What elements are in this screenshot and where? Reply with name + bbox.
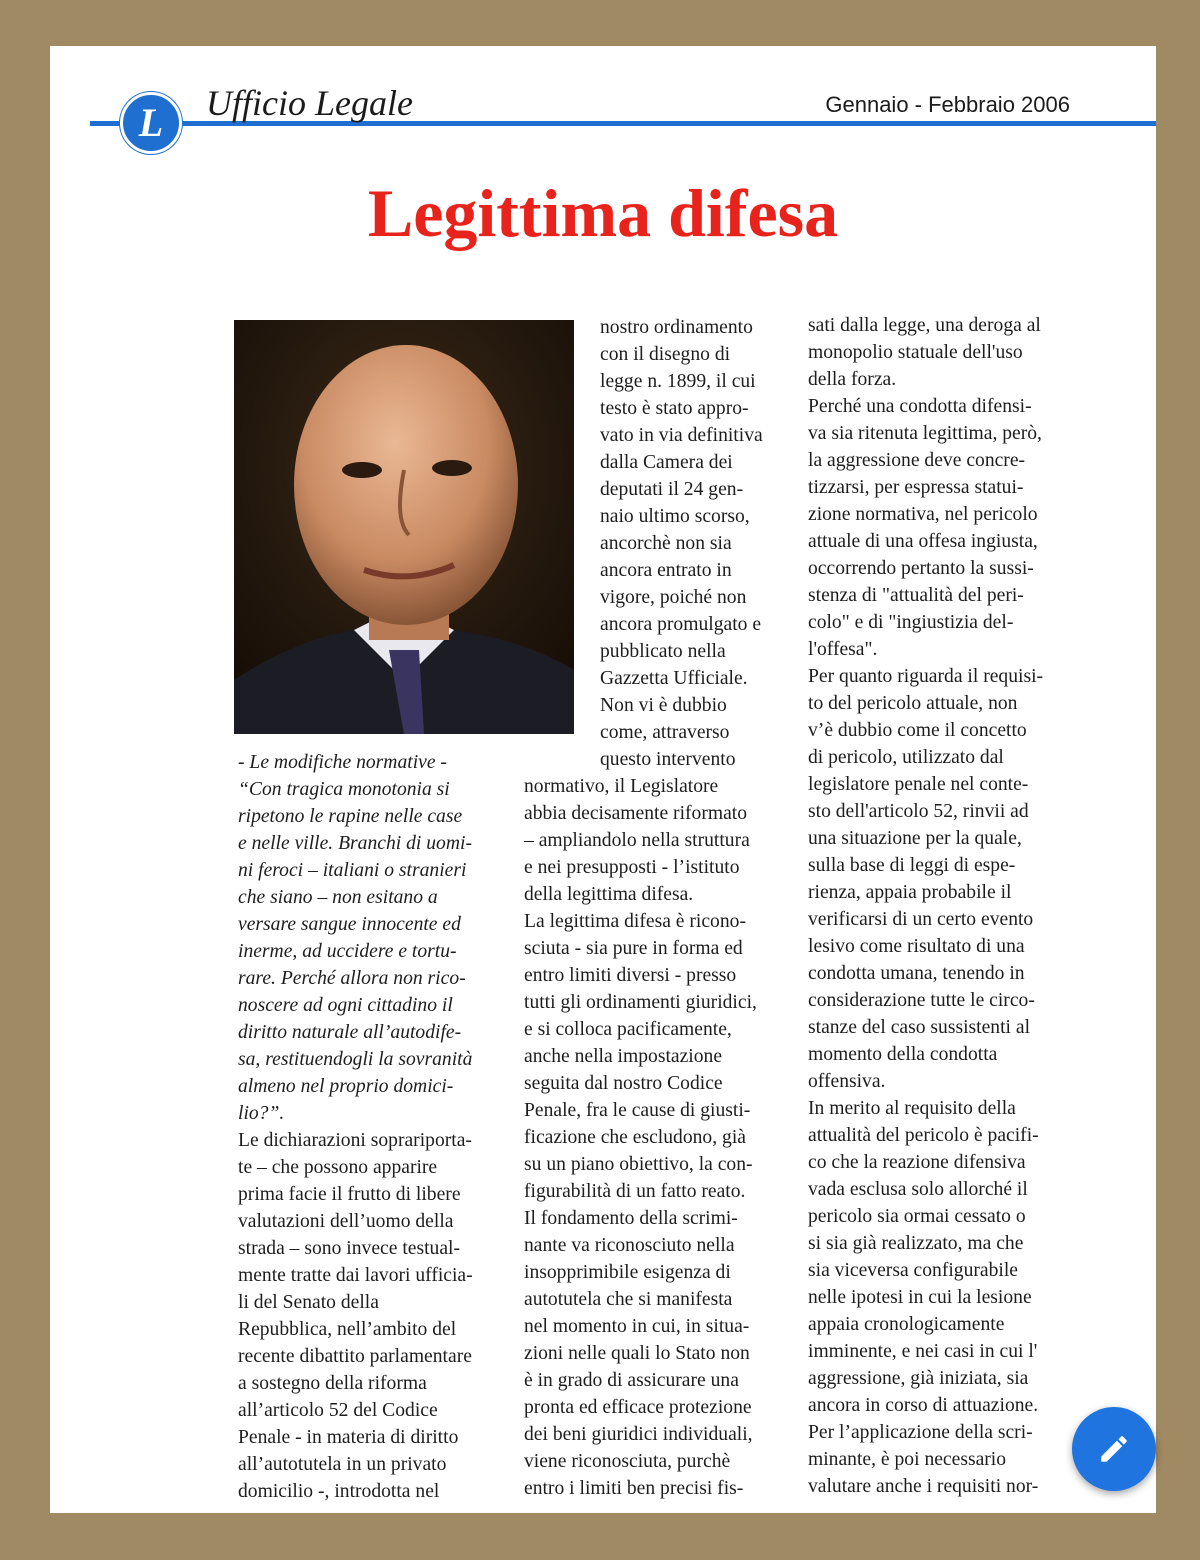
text-line: mente tratte dai lavori ufficia- <box>238 1265 473 1286</box>
text-line: rienza, appaia probabile il <box>808 882 1012 903</box>
article-column-3 <box>808 312 1043 1500</box>
text-line: Le dichiarazioni soprariporta- <box>238 1130 472 1151</box>
text-line: diritto naturale all’autodife- <box>238 1022 462 1043</box>
text-line: autotutela che si manifesta <box>524 1289 733 1310</box>
text-line: si sia già realizzato, ma che <box>808 1233 1024 1254</box>
text-line: pronta ed efficace protezione <box>524 1397 752 1418</box>
text-line: Per l’applicazione della scri- <box>808 1422 1033 1443</box>
text-line: ficazione che escludono, già <box>524 1127 746 1148</box>
text-line: versare sangue innocente ed <box>238 914 461 935</box>
text-line: strada – sono invece testual- <box>238 1238 460 1259</box>
text-line: almeno nel proprio domici- <box>238 1076 454 1097</box>
text-line: - Le modifiche normative - <box>238 752 447 773</box>
text-line: è in grado di assicurare una <box>524 1370 739 1391</box>
text-line: figurabilità di un fatto reato. <box>524 1181 746 1202</box>
text-line: sia viceversa configurabile <box>808 1260 1018 1281</box>
text-line: valutazioni dell’uomo della <box>238 1211 454 1232</box>
text-line: ancora in corso di attuazione. <box>808 1395 1039 1416</box>
text-line: colo" e di "ingiustizia del- <box>808 612 1014 633</box>
text-line: dalla Camera dei <box>600 452 733 473</box>
text-line: vigore, poiché non <box>600 587 747 608</box>
text-line: recente dibattito parlamentare <box>238 1346 472 1367</box>
text-line: a sostegno della riforma <box>238 1373 427 1394</box>
text-line: – ampliandolo nella struttura <box>524 830 750 851</box>
text-line: te – che possono apparire <box>238 1157 438 1178</box>
text-line: pericolo sia ormai cessato o <box>808 1206 1026 1227</box>
text-line: vada esclusa solo allorché il <box>808 1179 1028 1200</box>
text-line: testo è stato appro- <box>600 398 749 419</box>
text-line: offensiva. <box>808 1071 886 1092</box>
text-line: stanze del caso sussistenti al <box>808 1017 1031 1038</box>
text-line: sati dalla legge, una deroga al <box>808 315 1041 336</box>
text-line: nel momento in cui, in situa- <box>524 1316 750 1337</box>
text-line: vato in via definitiva <box>600 425 763 446</box>
text-line: co che la reazione difensiva <box>808 1152 1026 1173</box>
pencil-edit-icon <box>1097 1432 1131 1466</box>
text-line: ni feroci – italiani o stranieri <box>238 860 467 881</box>
text-line: tizzarsi, per espressa statui- <box>808 477 1024 498</box>
text-line: nelle ipotesi in cui la lesione <box>808 1287 1032 1308</box>
text-line: normativo, il Legislatore <box>524 776 719 797</box>
text-line: l'offesa". <box>808 639 878 660</box>
text-line: “Con tragica monotonia si <box>238 779 450 800</box>
text-line: sa, restituendogli la sovranità <box>238 1049 473 1070</box>
text-line: ancorchè non sia <box>600 533 732 554</box>
text-line: come, attraverso <box>600 722 730 743</box>
text-line: tutti gli ordinamenti giuridici, <box>524 992 757 1013</box>
issue-date: Gennaio - Febbraio 2006 <box>825 92 1070 117</box>
text-line: legislatore penale nel conte- <box>808 774 1029 795</box>
text-line: che siano – non esitano a <box>238 887 438 908</box>
text-line: e si colloca pacificamente, <box>524 1019 732 1040</box>
text-line: ancora promulgato e <box>600 614 762 635</box>
text-line: deputati il 24 gen- <box>600 479 744 500</box>
text-line: valutare anche i requisiti nor- <box>808 1476 1039 1497</box>
text-line: minante, è poi necessario <box>808 1449 1007 1470</box>
text-line: zione normativa, nel pericolo <box>808 504 1038 525</box>
text-line: condotta umana, tenendo in <box>808 963 1025 984</box>
text-line: sto dell'articolo 52, rinvii ad <box>808 801 1029 822</box>
text-line: occorrendo pertanto la sussi- <box>808 558 1034 579</box>
text-line: viene riconosciuta, purchè <box>524 1451 731 1472</box>
text-line: La legittima difesa è ricono- <box>524 911 746 932</box>
text-line: appaia cronologicamente <box>808 1314 1005 1335</box>
text-line: Gazzetta Ufficiale. <box>600 668 748 689</box>
text-line: della legittima difesa. <box>524 884 694 905</box>
text-line: zioni nelle quali lo Stato non <box>524 1343 750 1364</box>
text-line: nante va riconosciuto nella <box>524 1235 735 1256</box>
text-line: seguita dal nostro Codice <box>524 1073 723 1094</box>
text-line: li del Senato della <box>238 1292 379 1313</box>
text-line: sciuta - sia pure in forma ed <box>524 938 743 959</box>
article-column-2-bottom <box>524 773 757 1502</box>
text-line: v’è dubbio come il concetto <box>808 720 1027 741</box>
text-line: Non vi è dubbio <box>600 695 727 716</box>
text-line: ancora entrato in <box>600 560 732 581</box>
text-line: della forza. <box>808 369 897 390</box>
text-line: Il fondamento della scrimi- <box>524 1208 738 1229</box>
text-line: In merito al requisito della <box>808 1098 1016 1119</box>
text-line: domicilio -, introdotta nel <box>238 1481 440 1502</box>
text-line: questo intervento <box>600 749 736 770</box>
text-line: sulla base di leggi di espe- <box>808 855 1016 876</box>
text-line: Repubblica, nell’ambito del <box>238 1319 457 1340</box>
text-line: prima facie il frutto di libere <box>238 1184 461 1205</box>
text-line: nostro ordinamento <box>600 317 753 338</box>
text-line: considerazione tutte le circo- <box>808 990 1035 1011</box>
text-line: legge n. 1899, il cui <box>600 371 756 392</box>
text-line: anche nella impostazione <box>524 1046 723 1067</box>
text-line: inerme, ad uccidere e tortu- <box>238 941 457 962</box>
article-headline: Legittima difesa <box>367 175 839 251</box>
text-line: all’autotutela in un privato <box>238 1454 447 1475</box>
logo-icon: L <box>120 92 182 154</box>
text-line: entro limiti diversi - presso <box>524 965 737 986</box>
text-line: Per quanto riguarda il requisi- <box>808 666 1044 687</box>
text-line: verificarsi di un certo evento <box>808 909 1034 930</box>
text-line: una situazione per la quale, <box>808 828 1022 849</box>
text-line: lesivo come risultato di una <box>808 936 1025 957</box>
text-line: monopolio statuale dell'uso <box>808 342 1023 363</box>
text-line: pubblicato nella <box>600 641 726 662</box>
text-line: all’articolo 52 del Codice <box>238 1400 438 1421</box>
text-line: entro i limiti ben precisi fis- <box>524 1478 744 1499</box>
text-line: va sia ritenuta legittima, però, <box>808 423 1042 444</box>
text-line: Perché una condotta difensi- <box>808 396 1032 417</box>
text-line: su un piano obiettivo, la con- <box>524 1154 753 1175</box>
text-line: aggressione, già iniziata, sia <box>808 1368 1029 1389</box>
text-line: e nelle ville. Branchi di uomi- <box>238 833 472 854</box>
text-line: imminente, e nei casi in cui l' <box>808 1341 1038 1362</box>
text-line: to del pericolo attuale, non <box>808 693 1018 714</box>
edit-button[interactable] <box>1072 1407 1156 1491</box>
text-line: attuale di una offesa ingiusta, <box>808 531 1038 552</box>
article-column-2-top <box>600 314 763 773</box>
portrait-photo <box>234 320 574 734</box>
text-line: la aggressione deve concre- <box>808 450 1026 471</box>
text-line: Penale, fra le cause di giusti- <box>524 1100 751 1121</box>
text-line: naio ultimo scorso, <box>600 506 750 527</box>
article-column-1 <box>238 749 473 1505</box>
text-line: noscere ad ogni cittadino il <box>238 995 453 1016</box>
text-line: momento della condotta <box>808 1044 998 1065</box>
text-line: Penale - in materia di diritto <box>238 1427 459 1448</box>
text-line: lio?”. <box>238 1103 285 1124</box>
text-line: ripetono le rapine nelle case <box>238 806 463 827</box>
text-line: attualità del pericolo è pacifi- <box>808 1125 1039 1146</box>
text-line: abbia decisamente riformato <box>524 803 748 824</box>
text-line: dei beni giuridici individuali, <box>524 1424 753 1445</box>
section-title: Ufficio Legale <box>206 83 413 123</box>
magazine-page <box>50 46 1156 1513</box>
text-line: con il disegno di <box>600 344 731 365</box>
text-line: insopprimibile esigenza di <box>524 1262 731 1283</box>
text-line: e nei presupposti - l’istituto <box>524 857 740 878</box>
text-line: di pericolo, utilizzato dal <box>808 747 1004 768</box>
text-line: stenza di "attualità del peri- <box>808 585 1024 606</box>
text-line: rare. Perché allora non rico- <box>238 968 466 989</box>
